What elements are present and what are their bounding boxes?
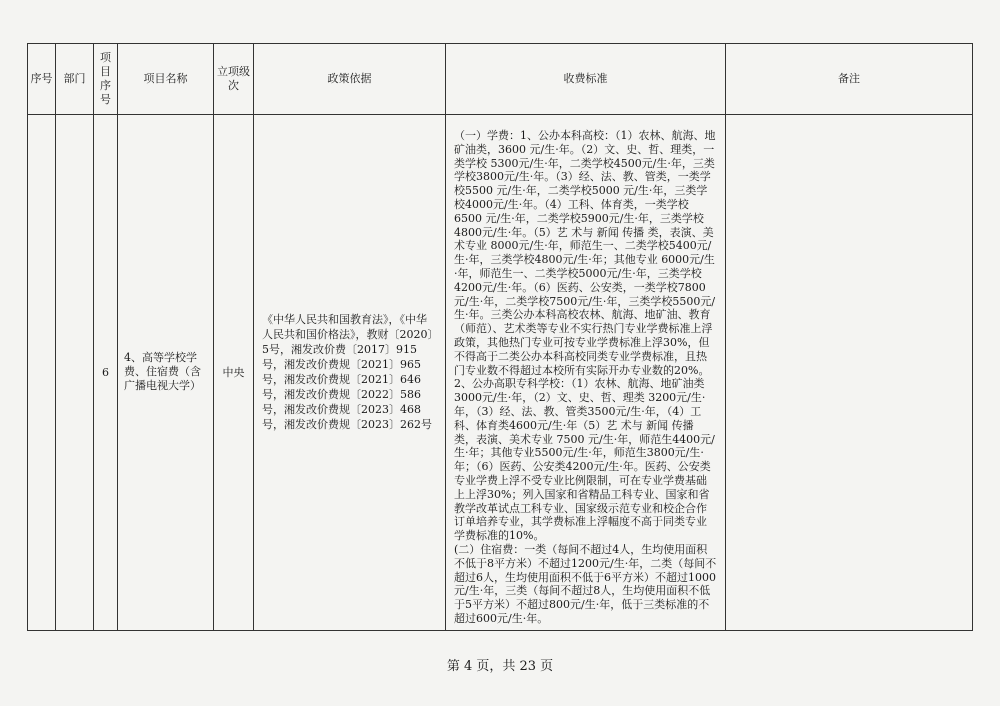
page-number: 第 4 页，共 23 页 [446, 659, 554, 674]
header-item-name: 项目名称 [118, 44, 214, 115]
fee-tuition-undergrad: （一）学费：1、公办本科高校：（1）农林、航海、地矿油类，3600 元/生·年。（2）文、史、哲、理类，一类学校 5300元/生·年，二类学校4500元/生·年，三类学校3800元/生·年。（3）经、法、教、管类，一类学校5500 元/生·年，二类学校5000 元/生·年，三类学校4000元/生·年。（4）工科、体育类，一类学校 6500 元/生·年，二类学校5900元/生·年，三类学校4800元/生·年。（5）艺 术与 新闻 传播 类，表演、美术专业 8000元/生·年，师范生一、二类学校5400元/生·年，三类学校4800元/生·年；其他专业 6000元/生·年，师范生一、二类学校5000元/生·年，三类学校4200元/生·年。（6）医药、公安类，一类学校7800元/生·年，二类学校7500元/生·年，三类学校5500元/生·年。三类公办本科高校农林、航海、地矿油、教育（师范）、艺术类等专业不实行热门专业学费标准上浮政策，其他热门专业可按专业学费标准上浮30%，但不得高于二类公办本科高校同类专业学费标准，且热门专业数不得超过本校所有实际开办专业数的20%。 [454, 129, 716, 377]
cell-dept [56, 115, 94, 631]
header-level: 立项级次 [214, 44, 254, 115]
header-seq: 序号 [28, 44, 56, 115]
header-policy: 政策依据 [254, 44, 446, 115]
fee-tuition-vocational: 2、公办高职专科学校：（1）农林、航海、地矿油类3000元/生·年，（2）文、史、哲、理类 3200元/生·年，（3）经、法、教、管类3500元/生·年，（4）工科、体育类4600元/生·年（5）艺 术与 新闻 传播 类，表演、美术专业 7500 元/生·年，师范生4400元/生·年；其他专业5500元/生·年，师范生3800元/生·年；（6）医药、公安类4200元/生·年。医药、公安类专业学费上浮不受专业比例限制，可在专业学费基础上上浮30%；列入国家和省精品工科专业、国家和省教学改革试点工科专业、国家级示范专业和校企合作订单培养专业，其学费标准上浮幅度不高于同类专业学费标准的10%。 [454, 377, 715, 543]
header-row [28, 44, 973, 115]
header-remark: 备注 [726, 44, 973, 115]
fee-table [27, 43, 973, 631]
cell-item-name: 4、高等学校学费、住宿费（含广播电视大学） [118, 115, 214, 631]
header-item-seq: 项目序号 [94, 44, 118, 115]
cell-level: 中央 [214, 115, 254, 631]
cell-seq [28, 115, 56, 631]
table-row [28, 115, 973, 631]
header-dept: 部门 [56, 44, 94, 115]
cell-policy: 《中华人民共和国教育法》，《中华人民共和国价格法》，教财〔2020〕5号，湘发改价费〔2017〕915号，湘发改价费规〔2021〕965号，湘发改价费规〔2021〕646号，湘发改价费规〔2022〕586号，湘发改价费规〔2023〕468号，湘发改价费规〔2023〕262号 [254, 115, 446, 631]
cell-item-seq: 6 [94, 115, 118, 631]
cell-fee-standard [446, 115, 726, 631]
cell-remark [726, 115, 973, 631]
fee-accommodation: (二）住宿费：一类（每间不超过4人，生均使用面积不低于8平方米）不超过1200元/生·年，二类（每间不超过6人，生均使用面积不低于6平方米）不超过1000元/生·年，三类（每间不超过8人，生均使用面积不低于5平方米）不超过800元/生·年，低于三类标准的不超过600元/生·年。 [454, 542, 717, 625]
header-fee-standard: 收费标准 [446, 44, 726, 115]
back-page-bleed-through [27, 614, 972, 636]
